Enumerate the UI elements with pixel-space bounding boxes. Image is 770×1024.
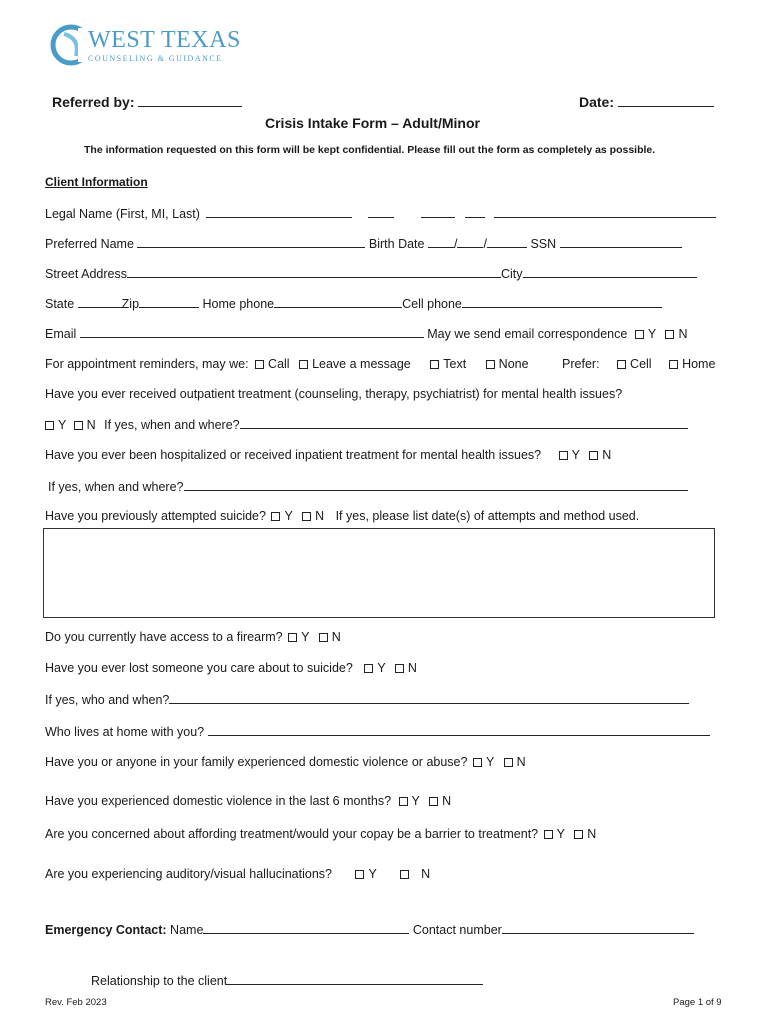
emergency-name-field[interactable]: [203, 922, 409, 934]
call-checkbox[interactable]: [255, 360, 264, 369]
call-label: Call: [268, 357, 290, 371]
lost-someone-no-label: N: [407, 661, 417, 675]
home-phone-label: Home phone: [202, 297, 275, 311]
state-label: State: [45, 297, 75, 311]
relationship-row: [91, 973, 483, 988]
legal-name-last-3[interactable]: [494, 206, 716, 218]
lives-home-row: [45, 724, 710, 739]
who-when-field[interactable]: [169, 692, 689, 704]
preferred-name-field[interactable]: [137, 236, 365, 248]
email-label: Email: [45, 327, 77, 341]
outpatient-no-checkbox[interactable]: [74, 421, 83, 430]
email-yes-checkbox[interactable]: [635, 330, 644, 339]
prefer-home-label: Home: [682, 357, 716, 371]
date-label: Date: [579, 94, 610, 110]
state-field[interactable]: [78, 296, 122, 308]
firearm-yes-checkbox[interactable]: [288, 633, 297, 642]
ssn-label: SSN: [530, 237, 557, 251]
referred-by-field[interactable]: [138, 95, 242, 107]
referred-by: Referred by:: [52, 94, 242, 110]
suicide-attempt-yes-checkbox[interactable]: [271, 512, 280, 521]
lives-home-question: Who lives at home with you?: [45, 725, 205, 739]
none-checkbox[interactable]: [486, 360, 495, 369]
domestic-6months-yes-checkbox[interactable]: [399, 797, 408, 806]
street-address-label: Street Address: [45, 267, 127, 281]
leave-message-label: Leave a message: [312, 357, 411, 371]
domestic-family-no-label: N: [516, 755, 526, 769]
leave-message-checkbox[interactable]: [299, 360, 308, 369]
prefer-cell-checkbox[interactable]: [617, 360, 626, 369]
text-checkbox[interactable]: [430, 360, 439, 369]
city-field[interactable]: [523, 266, 697, 278]
date: Date:: [579, 94, 714, 110]
suicide-attempt-list-label: If yes, please list date(s) of attempts and method used.: [335, 509, 640, 523]
zip-label: Zip: [121, 297, 140, 311]
legal-name-first[interactable]: [206, 206, 352, 218]
hallucinations-yes-checkbox[interactable]: [355, 870, 364, 879]
date-field[interactable]: [618, 95, 714, 107]
affording-no-label: N: [587, 827, 597, 841]
firearm-question: Do you currently have access to a firearm?: [45, 630, 283, 644]
hospitalized-yes-label: Y: [571, 448, 580, 462]
outpatient-no-label: N: [86, 418, 96, 432]
outpatient-yes-label: Y: [58, 418, 67, 432]
city-label: City: [501, 267, 523, 281]
lost-someone-no-checkbox[interactable]: [395, 664, 404, 673]
hallucinations-question: Are you experiencing auditory/visual hallucinations?: [45, 867, 332, 881]
lives-home-field[interactable]: [208, 724, 710, 736]
email-row: [45, 326, 687, 341]
relationship-field[interactable]: [227, 973, 483, 985]
ssn-field[interactable]: [560, 236, 682, 248]
hospitalized-yes-checkbox[interactable]: [559, 451, 568, 460]
revision-note: Rev. Feb 2023: [45, 997, 107, 1008]
hospitalized-question: Have you ever been hospitalized or received inpatient treatment for mental health issues?: [45, 448, 542, 462]
emergency-contact-label: Emergency Contact:: [45, 923, 167, 937]
email-no-checkbox[interactable]: [665, 330, 674, 339]
section-client-info: Client Information: [45, 175, 148, 189]
hospitalized-when-where-label: If yes, when and where?: [48, 480, 184, 494]
reminders-row: [45, 357, 715, 371]
outpatient-answer-row: [45, 417, 688, 432]
domestic-6months-question: Have you experienced domestic violence in the last 6 months?: [45, 794, 392, 808]
hallucinations-no-checkbox[interactable]: [400, 870, 409, 879]
lost-someone-yes-label: Y: [377, 661, 386, 675]
affording-yes-label: Y: [556, 827, 565, 841]
cell-phone-label: Cell phone: [402, 297, 462, 311]
emergency-number-field[interactable]: [502, 922, 694, 934]
relationship-label: Relationship to the client: [91, 974, 228, 988]
email-field[interactable]: [80, 326, 424, 338]
domestic-family-row: [45, 755, 526, 769]
firearm-row: [45, 630, 341, 644]
hospitalized-no-checkbox[interactable]: [589, 451, 598, 460]
legal-name-mi[interactable]: [368, 206, 394, 218]
affording-question: Are you concerned about affording treatment/would your copay be a barrier to treatment?: [45, 827, 539, 841]
domestic-family-no-checkbox[interactable]: [504, 758, 513, 767]
email-correspondence-label: May we send email correspondence: [427, 327, 628, 341]
lost-someone-yes-checkbox[interactable]: [364, 664, 373, 673]
birth-date-label: Birth Date: [368, 237, 425, 251]
legal-name-last-1[interactable]: [421, 206, 455, 218]
outpatient-question: Have you ever received outpatient treatment (counseling, therapy, psychiatrist) for mental health issues?: [45, 387, 623, 401]
logo-swirl-icon: [50, 24, 92, 66]
confidential-note: The information requested on this form will be kept confidential. Please fill out the form as completely as possible.: [84, 144, 656, 156]
preferred-name-label: Preferred Name: [45, 237, 134, 251]
outpatient-when-where-label: If yes, when and where?: [104, 418, 240, 432]
domestic-6months-no-label: N: [442, 794, 452, 808]
page-number: Page 1 of 9: [673, 997, 722, 1008]
text-label: Text: [443, 357, 467, 371]
none-label: None: [498, 357, 529, 371]
affording-yes-checkbox[interactable]: [544, 830, 553, 839]
emergency-name-label: Name: [170, 923, 204, 937]
outpatient-yes-checkbox[interactable]: [45, 421, 54, 430]
logo-tagline: COUNSELING & GUIDANCE: [88, 54, 223, 63]
prefer-home-checkbox[interactable]: [669, 360, 678, 369]
lost-someone-question: Have you ever lost someone you care about to suicide?: [45, 661, 353, 675]
address-row: [45, 266, 697, 281]
outpatient-when-where-field[interactable]: [240, 417, 688, 429]
street-address-field[interactable]: [127, 266, 501, 278]
who-when-row: [45, 692, 689, 707]
legal-name-last-2[interactable]: [465, 206, 485, 218]
prefer-cell-label: Cell: [630, 357, 652, 371]
emergency-contact-row: [45, 922, 694, 937]
preferred-row: Preferred Name Birth Date / / SSN: [45, 236, 682, 251]
birth-month-field[interactable]: [428, 236, 454, 248]
affording-no-checkbox[interactable]: [574, 830, 583, 839]
emergency-number-label: Contact number: [412, 923, 502, 937]
who-when-label: If yes, who and when?: [45, 693, 170, 707]
firearm-no-checkbox[interactable]: [319, 633, 328, 642]
hallucinations-no-label: N: [421, 867, 431, 881]
hallucinations-row: [45, 867, 430, 881]
logo-name: WEST TEXAS: [88, 27, 241, 53]
domestic-family-question: Have you or anyone in your family experienced domestic violence or abuse?: [45, 755, 468, 769]
suicide-attempt-details-textarea[interactable]: [43, 528, 715, 618]
suicide-attempt-no-label: N: [315, 509, 325, 523]
domestic-6months-no-checkbox[interactable]: [429, 797, 438, 806]
firearm-yes-label: Y: [301, 630, 310, 644]
hospitalized-when-where-field[interactable]: [184, 479, 688, 491]
home-phone-field[interactable]: [274, 296, 402, 308]
state-row: [45, 296, 662, 311]
legal-name-label: Legal Name (First, MI, Last): [45, 207, 200, 221]
lost-someone-row: [45, 661, 417, 675]
suicide-attempt-question: Have you previously attempted suicide?: [45, 509, 266, 523]
birth-year-field[interactable]: [487, 236, 527, 248]
firearm-no-label: N: [331, 630, 341, 644]
referred-by-label: Referred by: [52, 94, 130, 110]
page-title: Crisis Intake Form – Adult/Minor: [265, 115, 480, 131]
logo: [50, 24, 241, 68]
email-yes-label: Y: [647, 327, 656, 341]
affording-row: [45, 827, 596, 841]
birth-day-field[interactable]: [457, 236, 483, 248]
domestic-family-yes-label: Y: [485, 755, 495, 769]
domestic-6months-row: [45, 794, 451, 808]
hospitalized-when-row: [48, 479, 688, 494]
email-no-label: N: [678, 327, 688, 341]
zip-field[interactable]: [139, 296, 199, 308]
suicide-attempt-yes-label: Y: [284, 509, 293, 523]
legal-name-row: [45, 206, 716, 221]
suicide-attempt-no-checkbox[interactable]: [302, 512, 311, 521]
hospitalized-no-label: N: [602, 448, 612, 462]
hallucinations-yes-label: Y: [368, 867, 377, 881]
hospitalized-row: [45, 448, 611, 462]
domestic-6months-yes-label: Y: [411, 794, 420, 808]
prefer-label: Prefer:: [562, 357, 600, 371]
domestic-family-yes-checkbox[interactable]: [473, 758, 482, 767]
suicide-attempt-row: [45, 509, 639, 523]
cell-phone-field[interactable]: [462, 296, 662, 308]
reminders-label: For appointment reminders, may we:: [45, 357, 249, 371]
